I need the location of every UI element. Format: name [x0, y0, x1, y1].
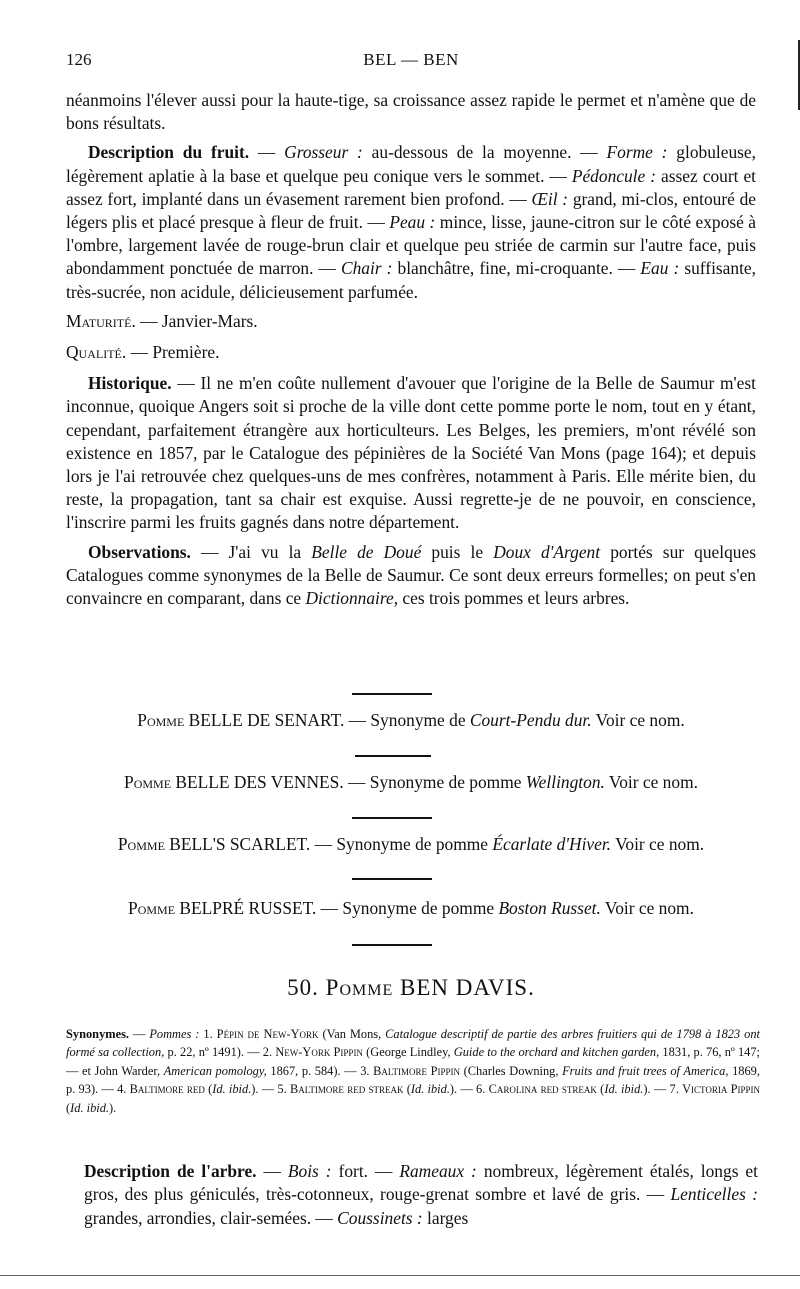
separator-rule — [352, 817, 432, 819]
reference-title: Id. ibid. — [70, 1100, 110, 1115]
text: — Synonyme de pomme — [310, 834, 493, 854]
rameaux-label: Rameaux : — [399, 1161, 477, 1181]
text: fort. — — [331, 1161, 400, 1181]
section-number: 50. — [287, 975, 319, 1000]
separator-rule — [352, 878, 432, 880]
text: Voir ce nom. — [591, 710, 685, 730]
text: nombreux, légèrement étalés, longs et gros, des plus géniculés, très-cotonneux, rouge-grenat sombre et lavé de gris. — — [84, 1161, 758, 1205]
historique-label: Historique. — [88, 373, 172, 394]
synonym-name: Baltimore red — [129, 1082, 205, 1097]
text: larges — [422, 1207, 469, 1228]
synonymes-paragraph — [66, 1025, 760, 1117]
synonym-ref: Wellington. — [525, 772, 605, 792]
text: assez court et assez fort, implanté dans un évasement rarement bien profond. — — [66, 165, 757, 209]
reference-title: Id. ibid. — [604, 1082, 644, 1097]
synonym-ref: Boston Russet. — [498, 898, 601, 918]
synonym-prefix: Pomme — [124, 772, 172, 792]
text: ). — 6. — [449, 1082, 489, 1097]
intro-paragraph: néanmoins l'élever aussi pour la haute-tige, sa croissance assez rapide le permet et n'amène que de bons résultats. — [66, 90, 756, 134]
text: 1867, p. 584). — 3. — [266, 1063, 374, 1078]
italic-name: Doux d'Argent — [493, 541, 601, 562]
synonym-prefix: Pomme — [128, 898, 176, 918]
qualite-value: — Première. — [126, 342, 220, 363]
italic-name: Belle de Doué — [311, 541, 422, 562]
historique-text: — Il ne m'en coûte nullement d'avouer que l'origine de la Belle de Saumur m'est inconnue, quoique Angers soit si proche de la ville dont cette pomme porte le nom, tout en y étant, cependant, parfaitement étrangère aux horticulteurs. Les Belges, les premiers, m'ont révélé son existence en 1857, par le Catalogue des pépinières de la Société Van Mons (page 164); et depuis lors je l'ai retrouvée chez quelques-uns de mes confrères, notamment à Paris. Elle mérite bien, du reste, la propagation, tant sa chair est exquise. Aussi regrette-je de ne pouvoir, en conscience, l'inscrire parmi les fruits gagnés dans notre département. — [66, 373, 756, 533]
forme-label: Forme : — [606, 142, 668, 163]
reference-title: Catalogue descriptif de partie des arbres fruitiers qui de 1798 à 1823 ont formé sa collection, — [66, 1027, 761, 1060]
synonymes-label: Synonymes. — [66, 1027, 129, 1041]
text: puis le — [421, 541, 494, 562]
text: 1869, p. 93). — 4. — [66, 1063, 760, 1097]
reference-title: Id. ibid. — [410, 1082, 450, 1097]
text: (Charles Downing, — [460, 1063, 563, 1078]
page-bottom-edge — [0, 1275, 800, 1276]
synonym-ref: Court-Pendu dur. — [469, 710, 592, 730]
text: portés sur quelques Catalogues comme synonymes de la Belle de Saumur. Ce sont deux erreurs formelles; on peut s'en convaincre en comparant, dans ce — [66, 541, 756, 609]
arbre-label: Description de l'arbre. — [84, 1161, 257, 1181]
synonym-entry — [64, 898, 758, 919]
text: suffisante, très-sucrée, non acidule, délicieusement parfumée. — [66, 258, 756, 302]
synonym-name: New-York Pippin — [275, 1045, 363, 1060]
synonym-name: BELPRÉ RUSSET. — [179, 898, 317, 918]
synonym-name: Baltimore Pippin — [373, 1063, 461, 1078]
reference-title: Guide to the orchard and kitchen garden, — [453, 1045, 660, 1060]
synonym-name: Carolina red streak — [488, 1082, 597, 1097]
text: au-dessous de la moyenne. — — [362, 142, 607, 163]
qualite-label: Qualité. — [66, 342, 127, 363]
fruit-label: Description du fruit. — [88, 142, 250, 163]
peau-label: Peau : — [389, 212, 436, 233]
separator-rule — [352, 693, 432, 695]
section-name: BEN DAVIS. — [400, 975, 535, 1000]
separator-rule — [355, 755, 431, 757]
maturite-line — [66, 310, 756, 333]
text: (George Lindley, — [362, 1045, 454, 1060]
text: 1. — [199, 1027, 217, 1041]
text: — Synonyme de pomme — [316, 898, 499, 918]
chair-label: Chair : — [341, 258, 393, 279]
text: 1831, p. 76, nº 147; — et John Warder, — [66, 1045, 761, 1078]
text: Voir ce nom. — [604, 772, 698, 792]
synonym-prefix: Pomme — [137, 710, 185, 730]
synonym-entry — [64, 772, 758, 793]
text: ). — 5. — [251, 1082, 290, 1097]
synonym-entry — [64, 834, 758, 855]
text: ). — 7. — [643, 1082, 683, 1097]
reference-title: Id. ibid. — [212, 1082, 252, 1097]
text: ). — [109, 1100, 117, 1115]
text: ( — [403, 1082, 411, 1097]
text: grandes, arrondies, clair-semées. — — [84, 1207, 338, 1228]
text: blanchâtre, fine, mi-croquante. — — [392, 258, 641, 279]
bois-label: Bois : — [287, 1161, 332, 1181]
synonym-name: BELL'S SCARLET. — [169, 834, 311, 854]
synonym-entry — [64, 710, 758, 731]
text: globuleuse, légèrement aplatie à la base et quelque peu conique vers le sommet. — — [66, 142, 756, 186]
page-number: 126 — [66, 50, 92, 69]
text: — — [256, 1161, 288, 1181]
pedoncule-label: Pédoncule : — [571, 165, 657, 186]
synonym-name: Victoria Pippin — [682, 1082, 761, 1097]
text: — — [129, 1027, 150, 1041]
text: Voir ce nom. — [611, 834, 705, 854]
text: p. 22, nº 1491). — 2. — [164, 1045, 276, 1060]
synonym-prefix: Pomme — [117, 834, 165, 854]
section-prefix: Pomme — [325, 975, 394, 1000]
grosseur-label: Grosseur : — [284, 142, 363, 163]
text: ( — [596, 1082, 605, 1097]
observations-paragraph — [66, 541, 756, 611]
section-title — [66, 975, 756, 1001]
text: — — [249, 142, 285, 163]
synonym-name: Pépin de New-York — [216, 1027, 319, 1041]
italic-name: Dictionnaire, — [305, 588, 399, 609]
observations-label: Observations. — [88, 541, 191, 562]
main-text — [66, 89, 756, 616]
arbre-description — [84, 1160, 758, 1230]
reference-title: American pomology, — [163, 1063, 267, 1078]
reference-title: Fruits and fruit trees of America, — [562, 1063, 729, 1078]
fruit-description — [66, 141, 756, 303]
historique-paragraph — [66, 372, 756, 534]
qualite-line — [66, 341, 756, 364]
page-header — [66, 50, 756, 72]
text: — Synonyme de pomme — [343, 772, 526, 792]
text: (Van Mons, — [318, 1027, 386, 1041]
text: Voir ce nom. — [600, 898, 694, 918]
pommes-label: Pommes : — [149, 1027, 200, 1041]
text: ( — [66, 1100, 71, 1115]
maturite-value: — Janvier-Mars. — [135, 310, 258, 331]
lenticelles-label: Lenticelles : — [670, 1184, 759, 1205]
maturite-label: Maturité. — [66, 310, 136, 331]
text: — J'ai vu la — [190, 541, 312, 562]
text: grand, mi-clos, entouré de légers plis et placé presque à fleur de fruit. — — [66, 188, 757, 233]
running-head: BEL — BEN — [363, 50, 459, 69]
synonym-name: BELLE DE SENART. — [188, 710, 345, 730]
text: mince, lisse, jaune-citron sur le côté exposé à l'ombre, largement lavée de rouge-brun clair et quelque peu striée de carmin sur l'autre face, puis abondamment ponctuée de marron. — — [66, 212, 756, 279]
synonym-name: Baltimore red streak — [290, 1082, 404, 1097]
oeil-label: Œil : — [531, 188, 569, 209]
separator-rule — [352, 944, 432, 946]
eau-label: Eau : — [640, 258, 680, 279]
synonym-name: BELLE DES VENNES. — [175, 772, 344, 792]
synonym-ref: Écarlate d'Hiver. — [492, 834, 612, 854]
text: — Synonyme de — [344, 710, 470, 730]
text: ces trois pommes et leurs arbres. — [398, 588, 630, 609]
text: ( — [204, 1082, 213, 1097]
coussinets-label: Coussinets : — [337, 1207, 423, 1228]
